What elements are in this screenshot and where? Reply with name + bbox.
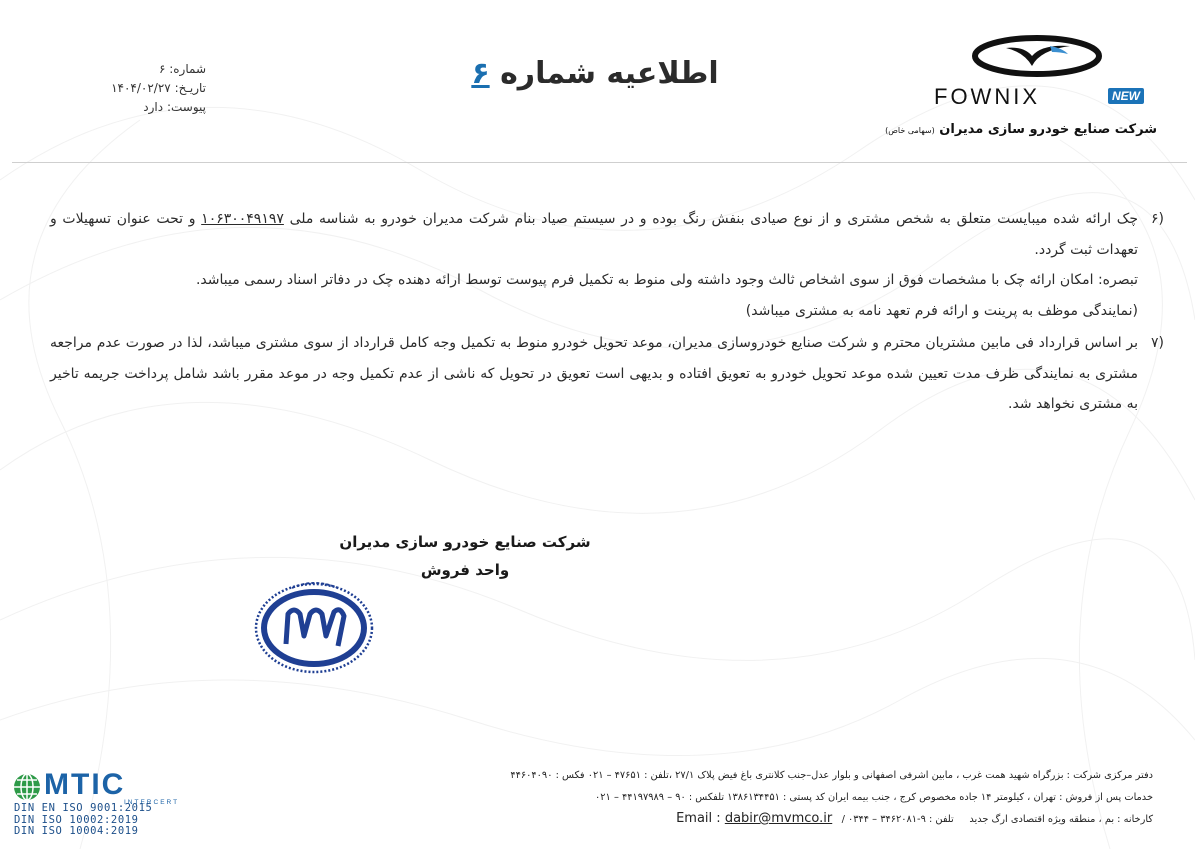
iso-certifications — [14, 803, 152, 838]
footer-contact — [373, 765, 1153, 831]
brand-wordmark: FOWNIX — [934, 84, 1040, 109]
item-6-paragraph: ۶) چک ارائه شده میبایست متعلق به شخص مشتری و از نوع صیادی بنفش رنگ بوده و در سیستم صیاد بنام شرکت مدیران خودرو به شناسه ملی ۱۰۶۳۰۰۴۹۱۹۷ و تحت عنوان تسهیلات و تعهدات ثبت گردد. — [50, 204, 1138, 265]
globe-icon — [12, 772, 44, 802]
signature-company: شرکت صنایع خودرو سازی مدیران — [339, 533, 591, 551]
national-id: ۱۰۶۳۰۰۴۹۱۹۷ — [201, 211, 284, 227]
footer-after-sales: خدمات پس از فروش : تهران ، کیلومتر ۱۴ جاده مخصوص کرج ، جنب بیمه ایران کد پستی : ۱۳۸۶۱۳۴۴۵۱ تلفکس : ۹۰ – ۴۴۱۹۷۹۸۹ – ۰۲۱ — [595, 791, 1153, 803]
letter-date: تاریـخ: ۱۴۰۴/۰۲/۲۷ — [111, 81, 206, 95]
footer-head-office: دفتر مرکزی شرکت : بزرگراه شهید همت غرب ، مابین اشرفی اصفهانی و بلوار عدل–جنب کلانتری باغ فیض پلاک ۲۷/۱ ،تلفن : ۴۷۶۵۱ – ۰۲۱ فکس : ۴۴۶۰۴۰۹۰ — [510, 770, 1153, 781]
item-6-marker: ۶) — [1151, 211, 1164, 227]
header-divider — [12, 162, 1187, 163]
footer-factory: کارخانه : بم ، منطقه ویژه اقتصادی ارگ جدید تلفن : ۹-۳۴۶۲۰۸۱ – ۰۳۴۴ / Email : dabir@mvmco.ir — [676, 811, 1153, 826]
letter-number: شماره: ۶ — [158, 62, 206, 76]
title-text: اطلاعیه شماره — [500, 56, 719, 91]
mtic-subtitle: INTERCERT — [124, 799, 180, 806]
iso-line: DIN ISO 10004:2019 — [14, 825, 139, 837]
company-name: شرکت صنایع خودرو سازی مدیران (سهامی خاص) — [885, 122, 1157, 137]
company-seal-icon — [248, 570, 380, 682]
fownix-emblem-icon — [962, 34, 1112, 80]
mtic-wordmark: MTIC — [44, 768, 126, 801]
new-badge: NEW — [1108, 88, 1144, 104]
note-paragraph-2: (نمایندگی موظف به پرینت و ارائه فرم تعهد نامه به مشتری میباشد) — [745, 302, 1138, 319]
letter-meta — [66, 60, 206, 117]
title-number: ۶ — [471, 56, 490, 91]
note-paragraph: تبصره: امکان ارائه چک با مشخصات فوق از سوی اشخاص ثالث وجود داشته ولی منوط به تکمیل فرم پیوست توسط ارائه دهنده چک در دفاتر اسناد رسمی میباشد. — [195, 272, 1138, 288]
email-link[interactable]: dabir@mvmco.ir — [724, 811, 833, 826]
letter-attachment: پیوست: دارد — [143, 100, 206, 114]
iso-line: DIN EN ISO 9001:2015 — [14, 802, 153, 814]
footer-email: Email : dabir@mvmco.ir — [676, 811, 833, 826]
announcement-title — [430, 56, 760, 91]
iso-line: DIN ISO 10002:2019 — [14, 813, 139, 826]
item-7-marker: ۷) — [1151, 335, 1164, 351]
letter-body — [50, 204, 1164, 420]
item-7-paragraph: ۷) بر اساس قرارداد فی مابین مشتریان محترم و شرکت صنایع خودروسازی مدیران، موعد تحویل خودرو منوط به تکمیل وجه کامل قرارداد از سوی مشتری میباشد، لذا در صورت عدم مراجعه مشتری به نمایندگی ظرف مدت تعیین شده موعد تحویل خودرو به تعویق افتاده و بدیهی است تعویق در تحویل که ناشی از عدم تکمیل وجه در موعد مقرر باشد شامل پرداخت جریمه تاخیر به مشتری نخواهد شد. — [50, 328, 1138, 420]
signature-unit: واحد فروش — [420, 561, 510, 579]
fownix-logo — [930, 34, 1170, 112]
